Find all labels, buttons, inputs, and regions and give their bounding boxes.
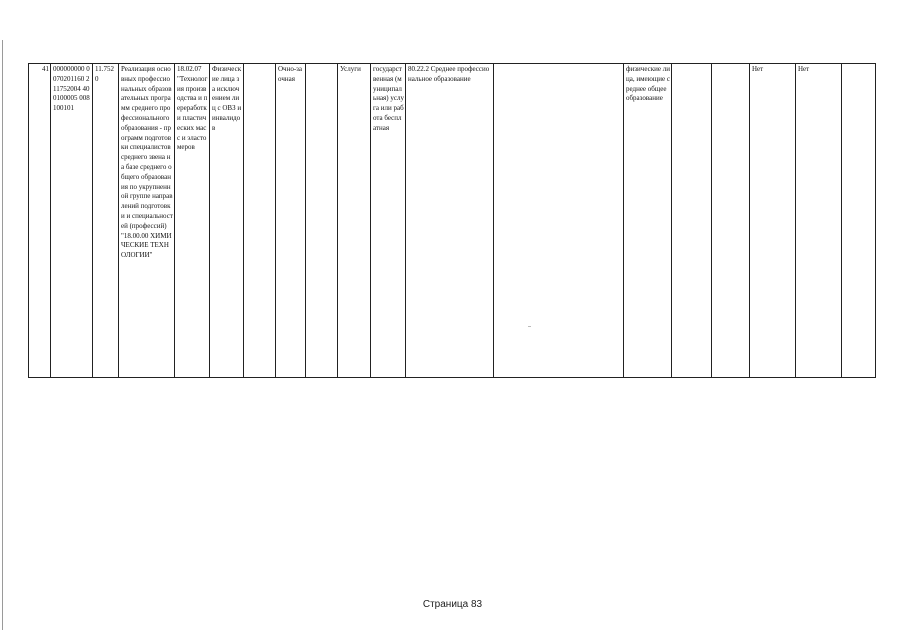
program-name: Реализация основных профессиональных образовательных программ среднего профессионального образования - программ подготовки специалистов среднего звена на базе среднего общего образования по укрупненной группе направлений подготовки и специальностей (профессий) "18.00.00 ХИМИЧЕСКИЕ ТЕХНОЛОГИИ" [119,64,175,378]
empty-cell [244,64,276,378]
empty-cell [672,64,712,378]
person-category: Физические лица за исключением лиц с ОВЗ и инвалидов [210,64,244,378]
row-number: 41 [29,64,51,378]
answer-cell: Нет [796,64,842,378]
empty-cell [842,64,876,378]
specialty: 18.02.07 "Технология производства и переработки пластических масс и эластомеров [175,64,210,378]
empty-cell [306,64,338,378]
okved-code: 80.22.2 Среднее профессиональное образование [406,64,494,378]
registry-table [28,63,876,378]
answer-cell: Нет [750,64,796,378]
page-number: Страница 83 [422,599,483,610]
scan-speck [528,326,531,327]
secondary-number: 11.752 0 [93,64,119,378]
table-row [29,64,876,378]
service-kind: Услуги [338,64,371,378]
empty-cell [712,64,750,378]
consumer-category: физические лица, имеющие среднее общее образование [624,64,672,378]
scan-edge-line [2,40,3,630]
empty-cell [494,64,624,378]
registry-code: 000000000 0070201160 211752004 400100005 008100101 [51,64,93,378]
study-form: Очно-заочная [276,64,306,378]
service-type: государственная (муниципальная) услуга или работа бесплатная [371,64,406,378]
